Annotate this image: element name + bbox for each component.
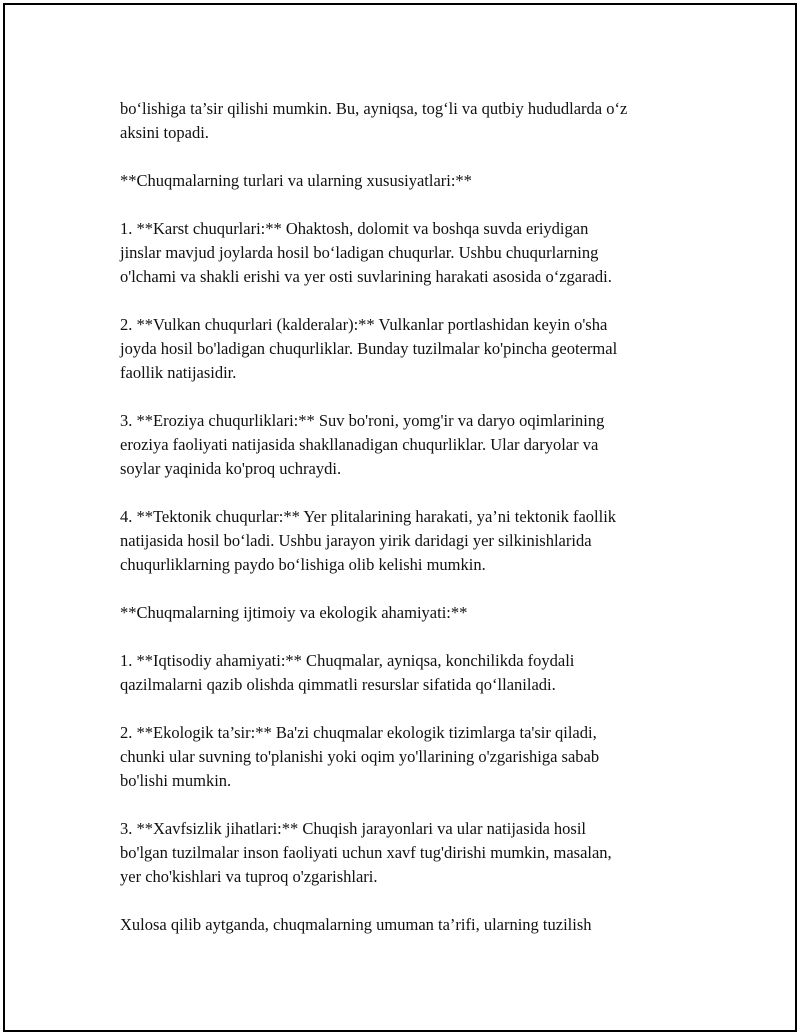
list-item-karst (120, 217, 690, 289)
text-line: 2. **Ekologik ta’sir:** Ba'zi chuqmalar ekologik tizimlarga ta'sir qiladi, (120, 723, 597, 742)
text-line: 3. **Eroziya chuqurliklari:** Suv bo'roni, yomg'ir va daryo oqimlarining (120, 411, 605, 430)
text-line: natijasida hosil bo‘ladi. Ushbu jarayon yirik daridagi yer silkinishlarida (120, 531, 592, 550)
text-line: aksini topadi. (120, 123, 209, 142)
text-line: **Chuqmalarning ijtimoiy va ekologik ahamiyati:** (120, 603, 468, 622)
text-line: bo'lishi mumkin. (120, 771, 232, 790)
text-line: yer cho'kishlari va tuproq o'zgarishlari. (120, 867, 378, 886)
text-line: faollik natijasidir. (120, 363, 237, 382)
text-line: bo'lgan tuzilmalar inson faoliyati uchun xavf tug'dirishi mumkin, masalan, (120, 843, 612, 862)
list-item-tektonik (120, 505, 690, 577)
text-line: bo‘lishiga ta’sir qilishi mumkin. Bu, ayniqsa, tog‘li va qutbiy hududlarda o‘z (120, 99, 628, 118)
heading-types (120, 169, 690, 193)
text-line: o'lchami va shakli erishi va yer osti suvlarining harakati asosida o‘zgaradi. (120, 267, 612, 286)
text-line: chuqurliklarning paydo bo‘lishiga olib kelishi mumkin. (120, 555, 486, 574)
text-line: **Chuqmalarning turlari va ularning xususiyatlari:** (120, 171, 472, 190)
text-line: 3. **Xavfsizlik jihatlari:** Chuqish jarayonlari va ular natijasida hosil (120, 819, 587, 838)
text-line: jinslar mavjud joylarda hosil bo‘ladigan chuqurlar. Ushbu chuqurlarning (120, 243, 599, 262)
text-line: Xulosa qilib aytganda, chuqmalarning umuman ta’rifi, ularning tuzilish (120, 915, 592, 934)
list-item-iqtisodiy (120, 649, 690, 697)
text-line: 2. **Vulkan chuqurlari (kalderalar):** Vulkanlar portlashidan keyin o'sha (120, 315, 608, 334)
text-line: 1. **Iqtisodiy ahamiyati:** Chuqmalar, ayniqsa, konchilikda foydali (120, 651, 575, 670)
text-line: soylar yaqinida ko'proq uchraydi. (120, 459, 342, 478)
text-line: joyda hosil bo'ladigan chuqurliklar. Bunday tuzilmalar ko'pincha geotermal (120, 339, 618, 358)
text-line: eroziya faoliyati natijasida shakllanadigan chuqurliklar. Ular daryolar va (120, 435, 599, 454)
list-item-ekologik (120, 721, 690, 793)
text-line: chunki ular suvning to'planishi yoki oqim yo'llarining o'zgarishiga sabab (120, 747, 600, 766)
text-line: 4. **Tektonik chuqurlar:** Yer plitalarining harakati, ya’ni tektonik faollik (120, 507, 617, 526)
paragraph-intro-continuation (120, 97, 690, 145)
heading-significance (120, 601, 690, 625)
list-item-vulkan (120, 313, 690, 385)
paragraph-conclusion (120, 913, 690, 937)
text-line: qazilmalarni qazib olishda qimmatli resurslar sifatida qo‘llaniladi. (120, 675, 556, 694)
document-page (3, 3, 797, 1032)
document-body (120, 97, 690, 961)
text-line: 1. **Karst chuqurlari:** Ohaktosh, dolomit va boshqa suvda eriydigan (120, 219, 589, 238)
list-item-eroziya (120, 409, 690, 481)
list-item-xavfsizlik (120, 817, 690, 889)
